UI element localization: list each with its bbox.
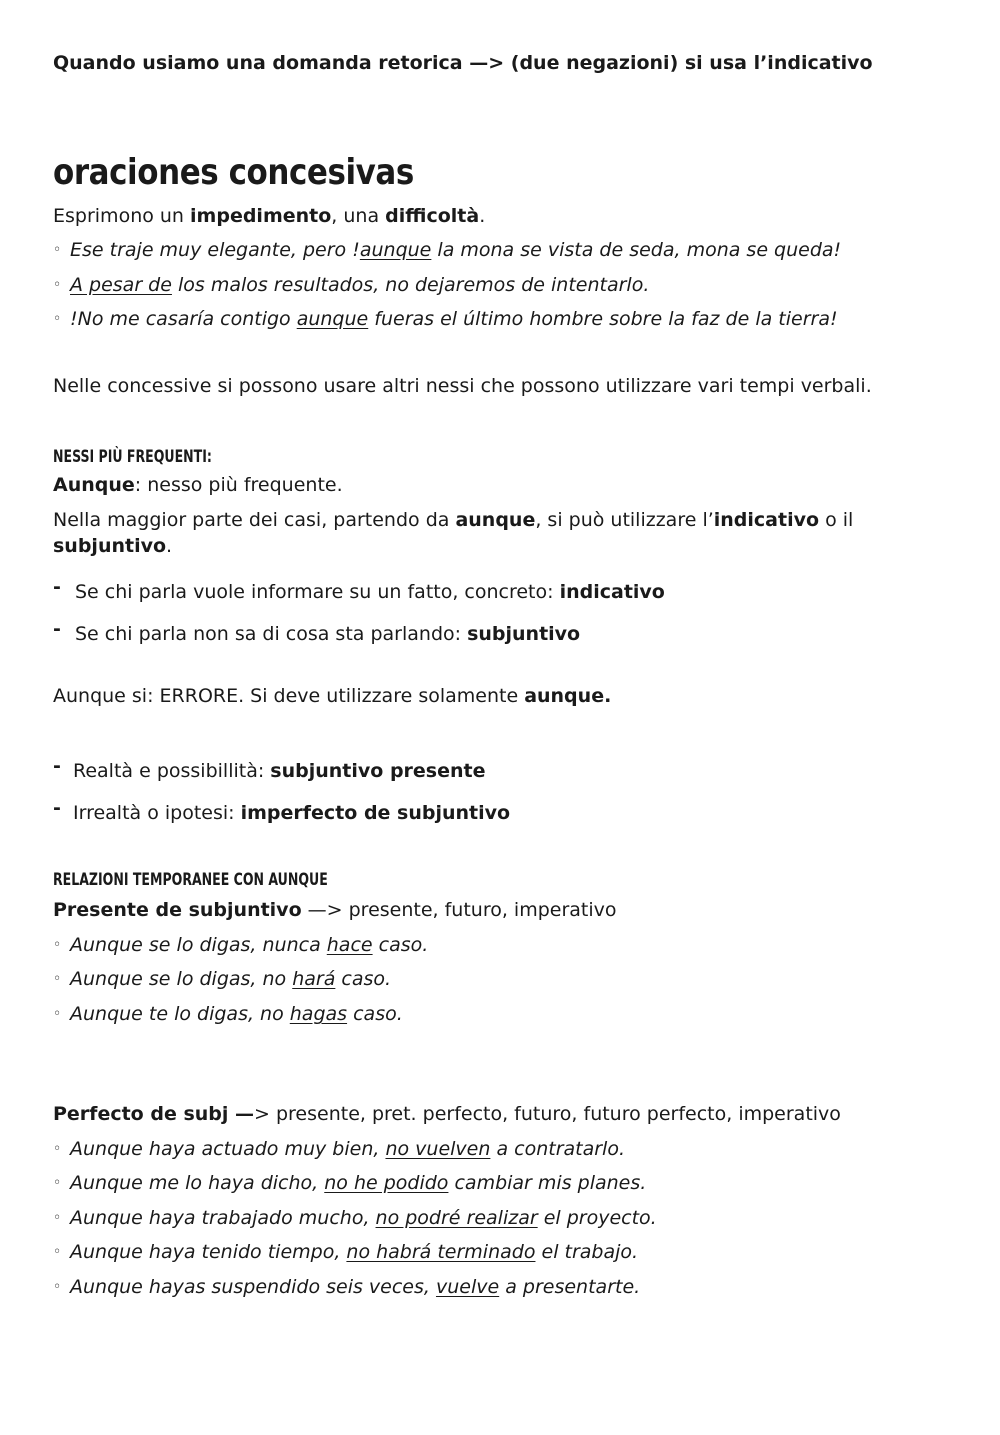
- dash-item: [53, 618, 580, 645]
- intro-line: [53, 205, 485, 227]
- example-text: Aunque haya tenido tiempo,: [70, 1241, 347, 1263]
- example-underlined: no vuelven: [385, 1138, 491, 1160]
- dash-item: [53, 755, 486, 782]
- example-text: la mona se vista de seda, mona se queda!: [431, 239, 842, 261]
- bullet-icon: ◦: [53, 1279, 62, 1295]
- dash-item: [53, 576, 665, 603]
- dash-text: Se chi parla vuole informare su un fatto, concreto:: [75, 581, 560, 603]
- paragraph-bold: subjuntivo: [53, 535, 167, 557]
- bullet-icon: ◦: [53, 1175, 62, 1191]
- aunque-si-bold: aunque.: [524, 685, 612, 707]
- example-text: los malos resultados, no dejaremos de intentarlo.: [171, 274, 650, 296]
- example-underlined: hace: [326, 934, 373, 956]
- example-text: a contratarlo.: [490, 1138, 625, 1160]
- rhetorical-question-note: Quando usiamo una domanda retorica —> (due negazioni) si usa l’indicativo: [53, 52, 873, 74]
- example-underlined: hagas: [289, 1003, 348, 1025]
- example-text: Aunque se lo digas, nunca: [70, 934, 327, 956]
- aunque-si-line: [53, 685, 611, 707]
- concessive-note: Nelle concessive si possono usare altri nessi che possono utilizzare vari tempi verbali.: [53, 375, 872, 397]
- example-text: Ese traje muy elegante, pero !: [70, 239, 360, 261]
- bullet-icon: ◦: [53, 1210, 62, 1226]
- example-text: caso.: [372, 934, 429, 956]
- example-text: el proyecto.: [537, 1207, 657, 1229]
- perfecto-text: > presente, pret. perfecto, futuro, futuro perfecto, imperativo: [254, 1103, 841, 1125]
- bullet-icon: ◦: [53, 242, 62, 258]
- intro-text: Esprimono un: [53, 205, 191, 227]
- bullet-icon: ◦: [53, 1141, 62, 1157]
- example-text: el trabajo.: [535, 1241, 639, 1263]
- example-text: Aunque haya trabajado mucho,: [70, 1207, 376, 1229]
- example-item: [53, 1138, 625, 1160]
- paragraph-text: .: [166, 535, 173, 557]
- example-underlined: aunque: [359, 239, 432, 261]
- paragraph-text: , si può utilizzare l’: [535, 509, 714, 531]
- example-underlined: A pesar de: [70, 274, 172, 296]
- example-item: [53, 1003, 403, 1025]
- bullet-icon: ◦: [53, 937, 62, 953]
- example-text: Aunque te lo digas, no: [70, 1003, 290, 1025]
- dash-item: [53, 797, 510, 824]
- example-item: [53, 239, 841, 261]
- example-item: [53, 308, 838, 330]
- bullet-icon: ◦: [53, 277, 62, 293]
- intro-text: .: [479, 205, 486, 227]
- aunque-si-text: Aunque si: ERRORE. Si deve utilizzare solamente: [53, 685, 525, 707]
- presente-text: —> presente, futuro, imperativo: [301, 899, 617, 921]
- heading-nessi: NESSI PIÙ FREQUENTI:: [53, 447, 212, 467]
- example-item: [53, 1241, 638, 1263]
- bullet-icon: ◦: [53, 311, 62, 327]
- example-underlined: no he podido: [324, 1172, 449, 1194]
- aunque-line: [53, 474, 343, 496]
- example-text: Aunque hayas suspendido seis veces,: [70, 1276, 436, 1298]
- intro-bold-difficolta: difficoltà: [385, 205, 480, 227]
- perfecto-line: [53, 1103, 841, 1125]
- example-text: cambiar mis planes.: [448, 1172, 647, 1194]
- example-text: fueras el último hombre sobre la faz de la tierra!: [368, 308, 838, 330]
- example-text: Aunque se lo digas, no: [70, 968, 293, 990]
- example-item: [53, 274, 649, 296]
- example-underlined: vuelve: [435, 1276, 500, 1298]
- dash-bold: subjuntivo: [467, 623, 581, 645]
- bullet-icon: ◦: [53, 1006, 62, 1022]
- example-text: Aunque haya actuado muy bien,: [70, 1138, 386, 1160]
- dash-text: Realtà e possibillità:: [73, 760, 271, 782]
- example-underlined: no habrá terminado: [346, 1241, 536, 1263]
- example-text: !No me casaría contigo: [70, 308, 297, 330]
- example-underlined: hará: [292, 968, 336, 990]
- maggior-parte-paragraph: [53, 507, 913, 559]
- dash-bold: subjuntivo presente: [270, 760, 486, 782]
- intro-text: , una: [331, 205, 386, 227]
- example-underlined: aunque: [296, 308, 369, 330]
- presente-line: [53, 899, 617, 921]
- example-text: a presentarte.: [499, 1276, 641, 1298]
- dash-icon: -: [53, 797, 61, 819]
- example-text: caso.: [347, 1003, 403, 1025]
- example-item: [53, 1172, 646, 1194]
- dash-bold: imperfecto de subjuntivo: [240, 802, 511, 824]
- section-title: oraciones concesivas: [53, 152, 414, 193]
- aunque-bold: Aunque: [53, 474, 135, 496]
- aunque-text: : nesso più frequente.: [134, 474, 343, 496]
- paragraph-text: o il: [819, 509, 854, 531]
- dash-text: Se chi parla non sa di cosa sta parlando:: [75, 623, 468, 645]
- bullet-icon: ◦: [53, 971, 62, 987]
- example-text: Aunque me lo haya dicho,: [70, 1172, 325, 1194]
- example-item: [53, 968, 391, 990]
- dash-icon: -: [53, 576, 61, 598]
- intro-bold-impedimento: impedimento: [190, 205, 332, 227]
- perfecto-bold: Perfecto de subj —: [53, 1103, 255, 1125]
- dash-bold: indicativo: [559, 581, 665, 603]
- bullet-icon: ◦: [53, 1244, 62, 1260]
- paragraph-bold: aunque: [455, 509, 536, 531]
- dash-text: Irrealtà o ipotesi:: [73, 802, 241, 824]
- dash-icon: -: [53, 618, 61, 640]
- example-item: [53, 934, 428, 956]
- paragraph-text: Nella maggior parte dei casi, partendo da: [53, 509, 456, 531]
- example-underlined: no podré realizar: [375, 1207, 538, 1229]
- example-item: [53, 1207, 657, 1229]
- presente-bold: Presente de subjuntivo: [53, 899, 302, 921]
- example-item: [53, 1276, 640, 1298]
- example-text: caso.: [335, 968, 392, 990]
- dash-icon: -: [53, 755, 61, 777]
- paragraph-bold: indicativo: [713, 509, 820, 531]
- heading-relazioni: RELAZIONI TEMPORANEE CON AUNQUE: [53, 870, 328, 890]
